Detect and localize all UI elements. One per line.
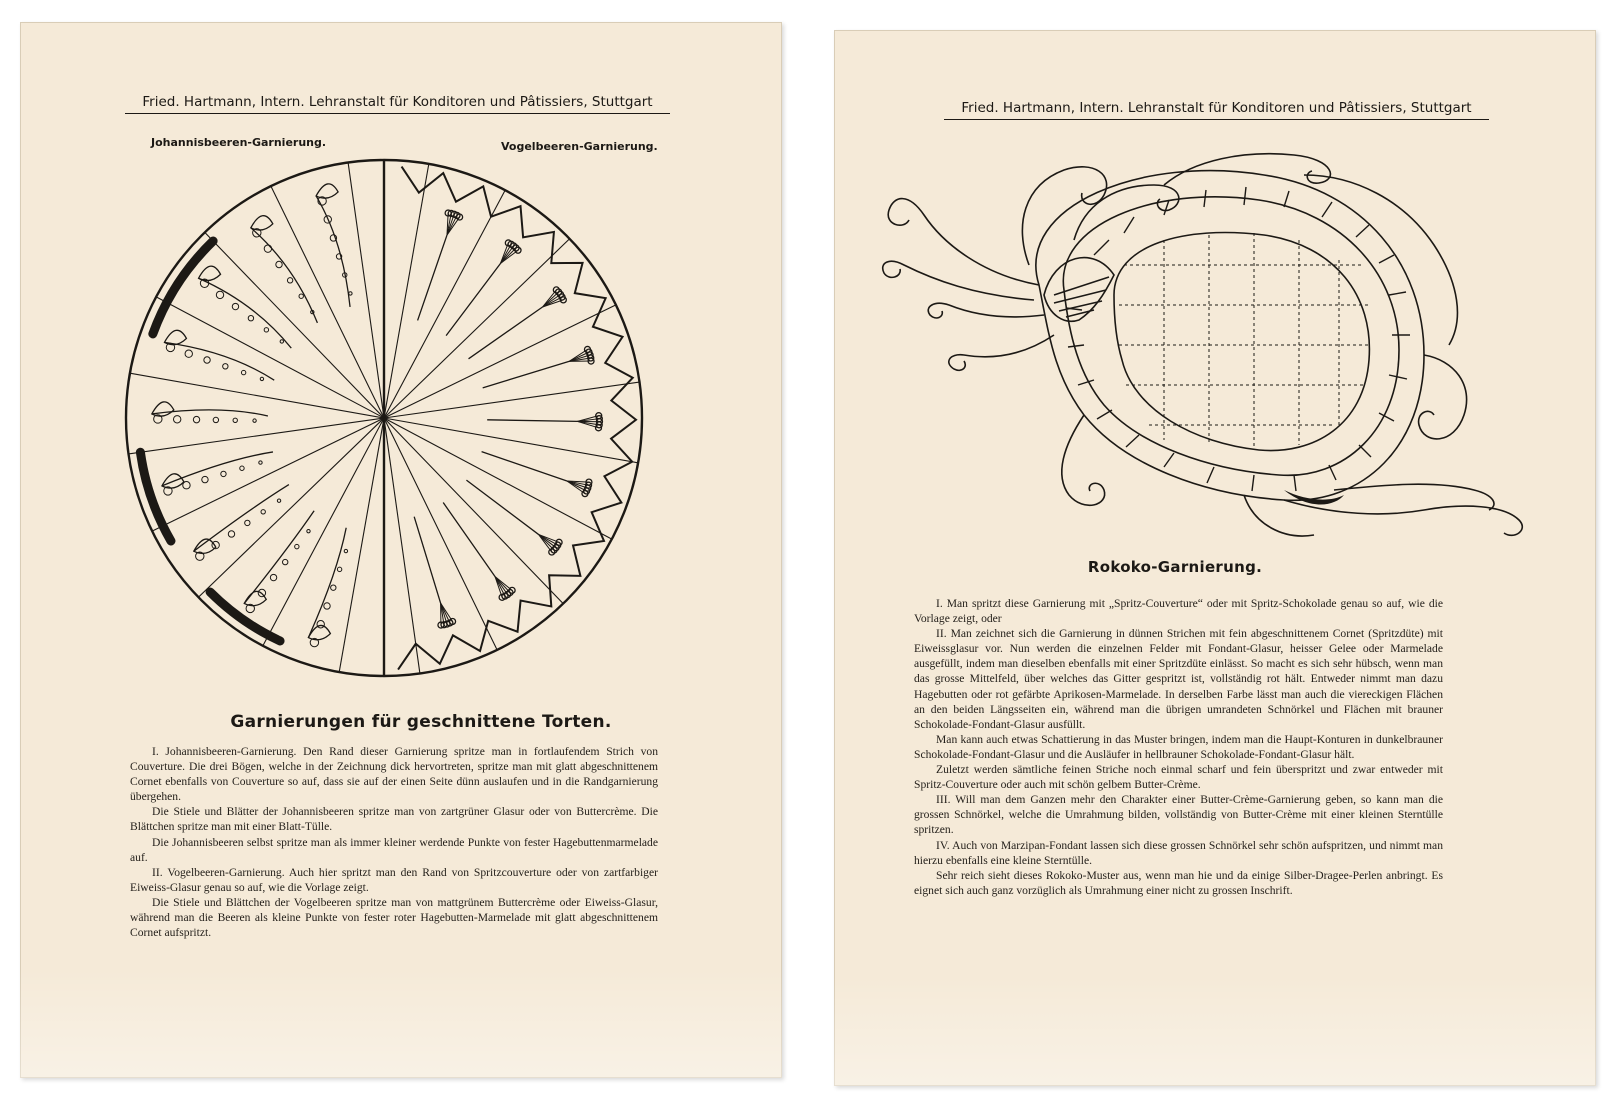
rowan-stem — [446, 263, 500, 335]
thick-arc — [140, 452, 171, 541]
slice-line — [152, 418, 384, 531]
currant-berry — [232, 303, 238, 309]
rowan-stem — [469, 307, 543, 359]
paragraph: Die Stiele und Blätter der Johannisbeeren spritze man von zartgrüner Glasur oder von Buttercrème. Die Blättchen spritze man mit einer Blatt-Tülle. — [130, 805, 658, 834]
caption-vogelbeeren: Vogelbeeren-Garnierung. — [501, 140, 658, 153]
slice-line — [384, 190, 505, 418]
currant-stem — [244, 511, 314, 604]
currant-berry — [233, 418, 237, 422]
currant-leaf — [251, 216, 273, 230]
currant-berry — [295, 544, 299, 548]
currant-berry — [253, 419, 256, 422]
slice-line — [205, 232, 384, 418]
paragraph: Die Stiele und Blättchen der Vogelbeeren spritze man von mattgrünem Buttercrème oder Eiweiss-Glasur, während man die Beeren als kleine Punkte von fester roter Hagebutten-Marmelade mit glatt abgeschnittenem Cornet aufspritzt. — [130, 895, 658, 940]
paper-edge — [20, 968, 782, 1078]
body-text — [914, 596, 1443, 898]
currant-berry — [276, 261, 282, 267]
rococo-cartouche-drawing — [864, 145, 1524, 545]
slice-line — [384, 418, 612, 539]
page-header: Fried. Hartmann, Intern. Lehranstalt für Konditoren und Pâtissiers, Stuttgart — [944, 100, 1489, 120]
slice-line — [384, 418, 420, 673]
currant-berry — [260, 377, 263, 380]
paragraph: I. Johannisbeeren-Garnierung. Den Rand dieser Garnierung spritze man in fortlaufendem Strich von Couverture. Die drei Bögen, welche in der Zeichnung dick hervortreten, spritze man mit glatt abgeschnittenem Cornet ebenfalls von Couverture so auf, dass sie auf der einen Seite dünn auslaufen und in die Randgarnierung übergehen. — [130, 745, 658, 804]
currant-berry — [193, 416, 199, 422]
currant-berry — [349, 292, 352, 295]
currant-stem — [164, 342, 274, 380]
currant-berry — [337, 567, 341, 571]
currant-berry — [307, 529, 310, 532]
paragraph: III. Will man dem Ganzen mehr den Charakter einer Butter-Crème-Garnierung geben, so kann man die grossen Schnörkel, welche die Umrahmung bilden, vollständig von Butter-Crème mit einer kleinen Sterntülle spritzen. — [914, 793, 1443, 837]
left-page — [20, 22, 782, 1078]
currant-berry — [213, 417, 218, 422]
paragraph: I. Man spritzt diese Garnierung mit „Spritz-Couverture“ oder mit Spritz-Schokolade genau so auf, wie die Vorlage zeigt, oder — [914, 597, 1443, 626]
currant-berry — [245, 520, 250, 525]
currant-berry — [183, 482, 190, 489]
caption-johannisbeeren: Johannisbeeren-Garnierung. — [151, 136, 327, 149]
slice-line — [384, 239, 570, 418]
currant-berry — [324, 603, 330, 609]
currant-berry — [264, 328, 268, 332]
currant-stem — [194, 485, 289, 552]
currant-leaf — [199, 266, 221, 280]
page-title: Garnierungen für geschnittene Torten. — [230, 712, 612, 732]
paragraph: II. Man zeichnet sich die Garnierung in dünnen Strichen mit fein abgeschnittenem Cornet (Spritzdüte) mit Eiweissglasur vor. Nun werden die einzelnen Felder mit Fondant-Glasur, heisser Gelee oder Marmelade ausgefüllt, indem man dieselben ebenfalls mit einer Spritzdüte einlässt. So macht es sich sehr hübsch, wenn man das grosse Mittelfeld, über welches das Gitter gespritzt ist, vollständig rot hält. Entweder nimmt man dazu Hagebutten oder rot gefärbte Aprikosen-Marmelade. In derselben Farbe lässt man auch die viereckigen Flächen an den beiden Längsseiten ein, während man die übrigen umrandeten Schnörkel und Flächen mit brauner Schokolade-Fondant-Glasur ausfüllt. — [914, 627, 1443, 731]
slice-line — [384, 418, 563, 604]
currant-berry — [277, 499, 280, 502]
currant-berry — [259, 461, 262, 464]
paragraph: IV. Auch von Marzipan-Fondant lassen sich diese grossen Schnörkel sehr schön aufspritzen, und nimmt man hierzu ebenfalls eine kleine Sterntülle. — [914, 838, 1443, 867]
slice-line — [339, 418, 384, 672]
slice-line — [263, 418, 384, 646]
rowan-stem — [443, 503, 495, 577]
currant-berry — [173, 416, 180, 423]
currant-stem — [308, 528, 346, 638]
currant-berry — [241, 370, 245, 374]
page-header: Fried. Hartmann, Intern. Lehranstalt für Konditoren und Pâtissiers, Stuttgart — [125, 94, 670, 114]
slice-line — [271, 186, 384, 418]
currant-berry — [331, 585, 336, 590]
currant-stem — [199, 278, 292, 348]
paper-edge — [834, 976, 1596, 1086]
currant-berry — [261, 510, 265, 514]
slice-line — [198, 418, 384, 597]
paragraph: Man kann auch etwas Schattierung in das Muster bringen, indem man die Haupt-Konturen in dunkelbrauner Schokolade-Fondant-Glasur und die Ausläufer in hellbrauner Schokolade-Fondant-Glasur hält. — [914, 732, 1443, 761]
currant-berry — [221, 471, 226, 476]
currant-berry — [280, 340, 283, 343]
paragraph: Sehr reich sieht dieses Rokoko-Muster aus, wenn man hie und da einige Silber-Dragee-Perlen anbringt. Es eignet sich auch ganz vorzüglich als Umrahmung einer nicht zu grossen Inschrift. — [914, 868, 1443, 897]
currant-berry — [240, 466, 244, 470]
currant-stem — [251, 228, 318, 323]
paragraph: Zuletzt werden sämtliche feinen Striche noch einmal scharf und fein überspritzt und zwar entweder mit Spritz-Couverture oder auch mit schön gelbem Butter-Crème. — [914, 763, 1443, 792]
slice-line — [384, 382, 639, 418]
torte-wheel-drawing — [122, 150, 652, 690]
rowan-stem — [483, 361, 569, 387]
currant-berry — [317, 621, 324, 628]
currant-berry — [282, 559, 287, 564]
rowan-stem — [414, 517, 440, 603]
currant-leaf — [244, 591, 266, 605]
currant-berry — [185, 350, 192, 357]
body-text — [130, 744, 658, 940]
currant-berry — [299, 294, 303, 298]
slice-line — [384, 164, 429, 418]
slice-line — [348, 163, 384, 418]
page-title: Rokoko-Garnierung. — [1087, 558, 1263, 576]
slice-line — [130, 373, 384, 418]
paragraph: Die Johannisbeeren selbst spritze man als immer kleiner werdende Punkte von fester Hagebuttenmarmelade auf. — [130, 835, 658, 864]
currant-berry — [270, 574, 276, 580]
currant-berry — [202, 476, 208, 482]
slice-line — [129, 418, 384, 454]
currant-berry — [228, 531, 234, 537]
currant-berry — [204, 357, 210, 363]
currant-leaf — [316, 184, 338, 198]
currant-berry — [344, 549, 347, 552]
currant-berry — [216, 291, 223, 298]
right-page — [834, 30, 1596, 1086]
rowan-stem — [487, 420, 577, 422]
rowan-stem — [466, 480, 538, 534]
currant-berry — [248, 315, 253, 320]
currant-berry — [264, 245, 271, 252]
currant-berry — [223, 364, 228, 369]
currant-berry — [287, 278, 292, 283]
paragraph: II. Vogelbeeren-Garnierung. Auch hier spritzt man den Rand von Spritzcouverture oder von zartfarbiger Eiweiss-Glasur genau so auf, wie die Vorlage zeigt. — [130, 865, 658, 894]
